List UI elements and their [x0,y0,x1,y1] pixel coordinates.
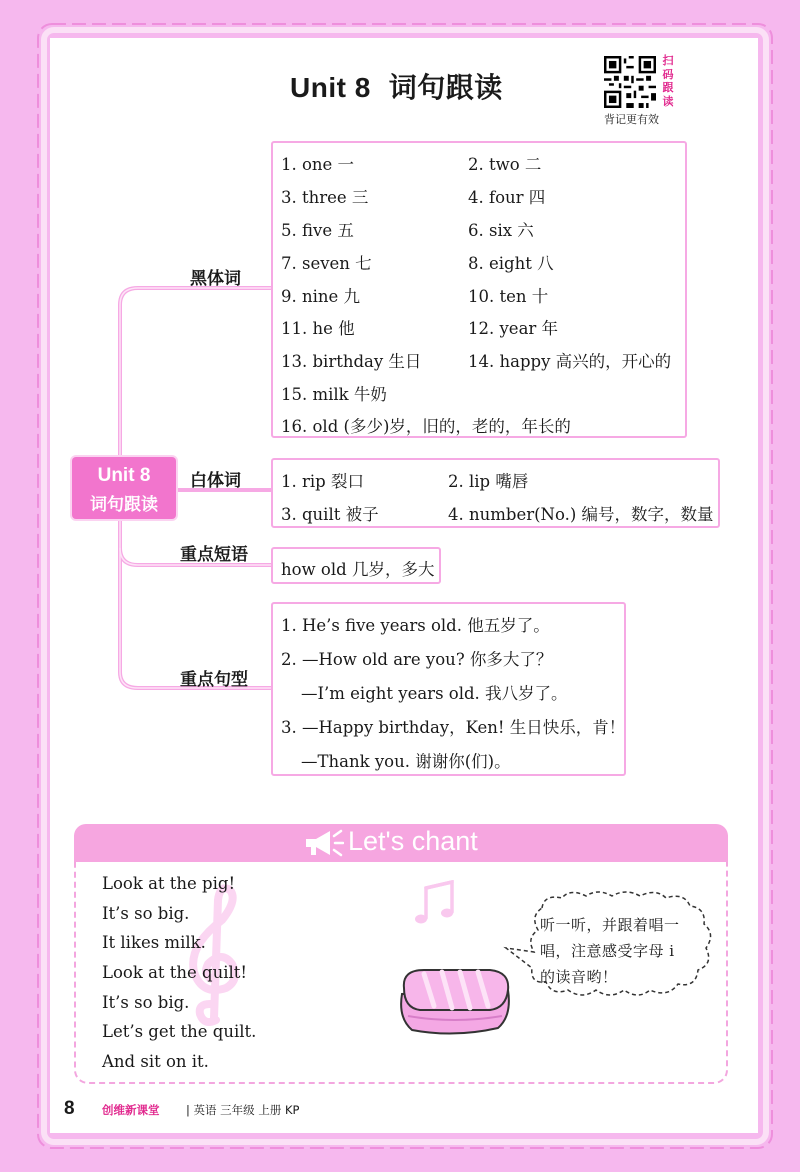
word-item: 4. four 四 [468,188,546,207]
chant-line: It’s so big. [102,904,190,923]
word-item: 4. number(No.) 编号，数字，数量 [448,505,714,524]
word-item: 2. two 二 [468,155,542,174]
chant-line: It’s so big. [102,993,190,1012]
word-item: 2. lip 嘴唇 [448,472,529,491]
word-item: 9. nine 九 [281,287,361,306]
word-item: 6. six 六 [468,221,534,240]
chant-line: Look at the quilt! [102,963,248,982]
word-item: 12. year 年 [468,319,559,338]
title-unit: Unit 8 [290,72,371,103]
word-item: 1. rip 裂口 [281,472,364,491]
word-item: 15. milk 牛奶 [281,385,387,404]
word-item: 13. birthday 生日 [281,352,422,371]
music-notes-icon [412,880,462,928]
speech-bubble-text [540,912,710,990]
megaphone-icon [302,826,344,860]
chant-title: Let's chant [348,826,478,856]
word-item: 11. he 他 [281,319,355,338]
word-item: 3. three 三 [281,188,369,207]
sentence-item: 3. —Happy birthday，Ken! 生日快乐，肯！ [281,718,626,737]
root-cn: 词句跟读 [90,495,158,515]
mind-map-root [72,457,176,519]
qr-side-char: 码 [662,67,674,81]
word-item: 7. seven 七 [281,254,372,273]
footer-brand: 创维新课堂 [102,1103,160,1117]
qr-side-char: 扫 [662,54,674,67]
qr-side-char: 读 [662,94,674,108]
bubble-line: 的读音哟！ [540,968,618,986]
phrase-item: how old 几岁，多大 [281,560,435,579]
word-item: 16. old (多少)岁，旧的，老的，年长的 [281,417,571,436]
sentences-label: 重点句型 [180,670,248,690]
sentences-box [271,602,626,776]
quilt-illustration [394,966,516,1038]
page-title [290,66,503,106]
bold-words-box [271,141,687,438]
word-item: 1. one 一 [281,155,355,174]
word-item: 10. ten 十 [468,287,549,306]
light-words-label: 白体词 [190,471,241,491]
sentence-item: 2. —How old are you? 你多大了？ [281,650,553,669]
bold-words-label: 黑体词 [190,269,241,289]
qr-code-icon[interactable] [604,56,656,108]
bubble-line: 听一听，并跟着唱一 [540,916,680,934]
word-item: 8. eight 八 [468,254,554,273]
page-number: 8 [64,1098,75,1119]
footer-info: | 英语 三年级 上册 KP [186,1103,300,1117]
phrases-label: 重点短语 [180,545,248,565]
word-item: 5. five 五 [281,221,354,240]
word-item: 14. happy 高兴的，开心的 [468,352,672,371]
chant-line: And sit on it. [102,1052,209,1071]
bubble-line: 唱，注意感受字母 i [540,942,675,960]
chant-line: Look at the pig! [102,874,236,893]
qr-caption: 背记更有效 [604,113,659,126]
sentence-item: 1. He’s five years old. 他五岁了。 [281,616,550,635]
chant-line: Let’s get the quilt. [102,1022,257,1041]
word-item: 3. quilt 被子 [281,505,379,524]
root-unit: Unit 8 [97,465,151,486]
sentence-item: —Thank you. 谢谢你(们)。 [301,752,511,771]
sentence-item: —I’m eight years old. 我八岁了。 [301,684,568,703]
chant-line: It likes milk. [102,933,206,952]
light-words-box [271,458,720,528]
title-cn: 词句跟读 [388,71,503,104]
qr-side-label [660,54,676,108]
qr-side-char: 跟 [662,81,674,94]
phrases-box [271,547,441,584]
